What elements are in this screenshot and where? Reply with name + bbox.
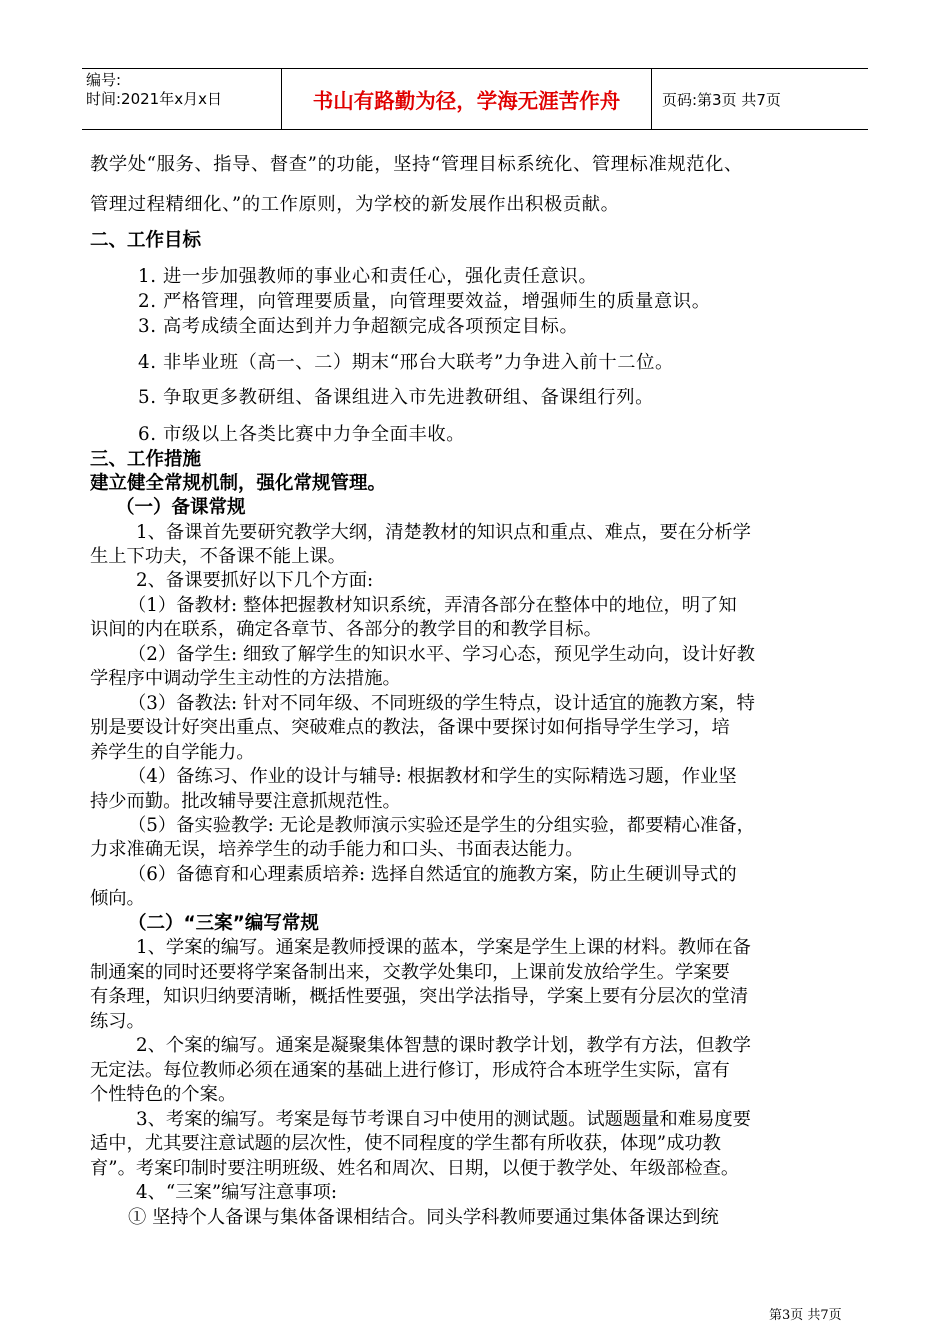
subsection-heading: （一）备课常规 [116, 497, 246, 518]
paragraph-line: 有条理，知识归纳要清晰，概括性要强，突出学法指导，学案上要有分层次的堂清 [90, 986, 749, 1007]
paragraph-line: 管理过程精细化、”的工作原则，为学校的新发展作出积极贡献。 [90, 194, 620, 215]
list-item: 1. 进一步加强教师的事业心和责任心，强化责任意识。 [138, 266, 598, 287]
section-heading: 三、工作措施 [90, 449, 202, 470]
paragraph-line: 适中，尤其要注意试题的层次性，使不同程度的学生都有所收获，体现”成功教 [90, 1133, 721, 1154]
list-item: 4. 非毕业班（高一、二）期末“邢台大联考”力争进入前十二位。 [138, 352, 674, 373]
page-header [82, 68, 868, 130]
paragraph-line: 个性特色的个案。 [90, 1084, 237, 1105]
paragraph-line: （6）备德育和心理素质培养: 选择自然适宜的施教方案，防止生硬训导式的 [128, 864, 737, 885]
header-motto: 书山有路勤为径，学海无涯苦作舟 [282, 69, 652, 129]
paragraph-line: （3）备教法: 针对不同年级、不同班级的学生特点，设计适宜的施教方案，特 [128, 693, 755, 714]
paragraph-line: （4）备练习、作业的设计与辅导: 根据教材和学生的实际精选习题，作业坚 [128, 766, 737, 787]
paragraph-line: 2、备课要抓好以下几个方面: [136, 570, 374, 591]
paragraph-line: （1）备教材: 整体把握教材知识系统，弄清各部分在整体中的地位，明了知 [128, 595, 737, 616]
page-footer: 第3页 共7页 [769, 1308, 842, 1323]
header-meta [82, 69, 282, 129]
paragraph-line: 育”。考案印制时要注明班级、姓名和周次、日期，以便于教学处、年级部检查。 [90, 1158, 740, 1179]
list-item: 3. 高考成绩全面达到并力争超额完成各项预定目标。 [138, 316, 579, 337]
paragraph-line: 力求准确无误，培养学生的动手能力和口头、书面表达能力。 [90, 839, 584, 860]
subsection-heading: 建立健全常规机制，强化常规管理。 [90, 473, 387, 494]
list-item: 5. 争取更多教研组、备课组进入市先进教研组、备课组行列。 [138, 387, 654, 408]
paragraph-line: 1、学案的编写。通案是教师授课的蓝本，学案是学生上课的材料。教师在备 [136, 937, 751, 958]
paragraph-line: 教学处“服务、指导、督查”的功能，坚持“管理目标系统化、管理标准规范化、 [90, 154, 743, 175]
paragraph-line: （2）备学生: 细致了解学生的知识水平、学习心态，预见学生动向，设计好教 [128, 644, 755, 665]
paragraph-line: 识间的内在联系，确定各章节、各部分的教学目的和教学目标。 [90, 619, 602, 640]
paragraph-line: 学程序中调动学生主动性的方法措施。 [90, 668, 401, 689]
paragraph-line: 1、备课首先要研究教学大纲，清楚教材的知识点和重点、难点，要在分析学 [136, 522, 751, 543]
paragraph-line: 持少而勤。批改辅导要注意抓规范性。 [90, 791, 401, 812]
section-heading: 二、工作目标 [90, 230, 202, 251]
list-item: 6. 市级以上各类比赛中力争全面丰收。 [138, 424, 466, 445]
paragraph-line: 别是要设计好突出重点、突破难点的教法，备课中要探讨如何指导学生学习，培 [90, 717, 730, 738]
paragraph-line: 4、“三案”编写注意事项: [136, 1182, 338, 1203]
paragraph-line: ① 坚持个人备课与集体备课相结合。同头学科教师要通过集体备课达到统 [128, 1207, 719, 1228]
paragraph-line: 倾向。 [90, 888, 145, 909]
paragraph-line: 3、考案的编写。考案是每节考课自习中使用的测试题。试题题量和难易度要 [136, 1109, 751, 1130]
paragraph-line: 养学生的自学能力。 [90, 742, 255, 763]
number-label: 编号: [86, 71, 122, 89]
paragraph-line: 2、个案的编写。通案是凝聚集体智慧的课时教学计划，教学有方法，但教学 [136, 1035, 751, 1056]
paragraph-line: （5）备实验教学: 无论是教师演示实验还是学生的分组实验，都要精心准备， [128, 815, 755, 836]
list-item: 2. 严格管理，向管理要质量，向管理要效益，增强师生的质量意识。 [138, 291, 711, 312]
subsection-heading: （二）“三案”编写常规 [128, 913, 319, 934]
paragraph-line: 无定法。每位教师必须在通案的基础上进行修订，形成符合本班学生实际，富有 [90, 1060, 730, 1081]
header-page-label: 页码:第3页 共7页 [662, 90, 781, 109]
paragraph-line: 制通案的同时还要将学案备制出来，交教学处集印，上课前发放给学生。学案要 [90, 962, 730, 983]
time-label: 时间:2021年x月x日 [86, 90, 222, 108]
paragraph-line: 练习。 [90, 1011, 145, 1032]
paragraph-line: 生上下功夫，不备课不能上课。 [90, 546, 346, 567]
